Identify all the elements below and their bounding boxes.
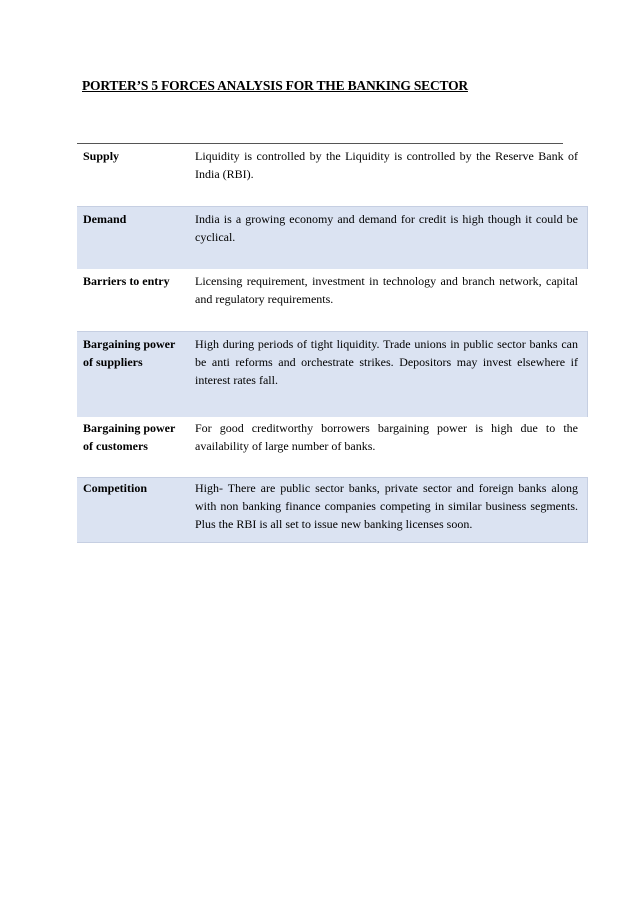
row-description: India is a growing economy and demand for credit is high though it could be cyclical. [195,212,578,244]
table-row-bargaining-power-customers [77,417,588,477]
table-row-supply [77,144,588,206]
row-divider [77,477,588,478]
page-title: PORTER’S 5 FORCES ANALYSIS FOR THE BANKING SECTOR [82,78,468,93]
row-description: High- There are public sector banks, private sector and foreign banks along with non banking finance companies competing in similar business segments. Plus the RBI is all set to issue new banking licenses soon. [195,481,578,531]
row-edge [587,477,588,543]
row-divider [77,206,588,207]
table-row-demand [77,206,588,269]
row-description: Liquidity is controlled by the Liquidity is controlled by the Reserve Bank of India (RBI). [195,149,578,181]
row-divider [77,542,588,543]
row-label: Bargaining power of customers [83,421,176,453]
table-row-competition [77,477,588,543]
row-description: Licensing requirement, investment in technology and branch network, capital and regulatory requirements. [195,274,578,306]
row-divider [77,331,588,332]
table-row-barriers-to-entry [77,269,588,331]
row-edge [587,331,588,417]
row-label: Competition [83,481,147,495]
row-label: Supply [83,149,120,163]
table-row-bargaining-power-suppliers [77,331,588,417]
row-label: Bargaining power of suppliers [83,337,176,369]
row-description: High during periods of tight liquidity. Trade unions in public sector banks can be anti reforms and orchestrate strikes. Depositors may invest elsewhere if interest rates fall. [195,337,578,387]
row-label: Demand [83,212,127,226]
row-edge [587,206,588,269]
row-description: For good creditworthy borrowers bargaining power is high due to the availability of large number of banks. [195,421,578,453]
row-label: Barriers to entry [83,274,170,288]
